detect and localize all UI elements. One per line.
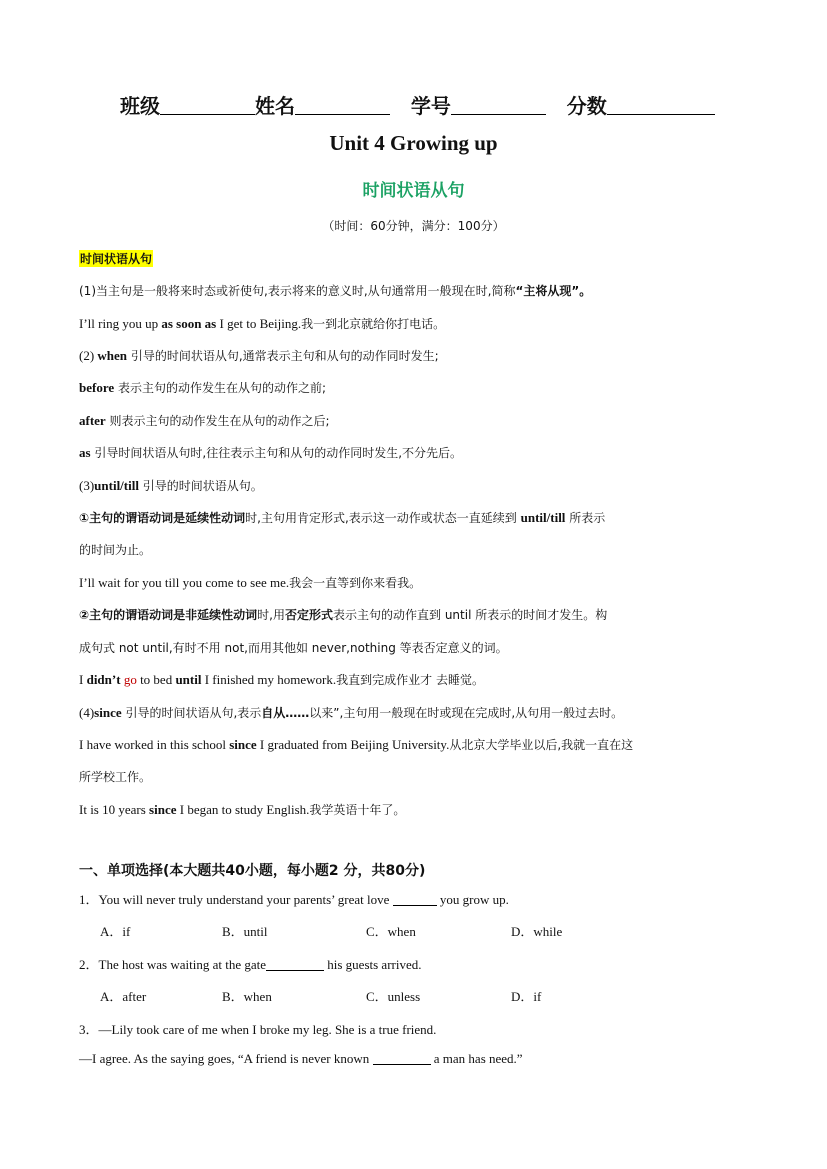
note-keyword: since <box>229 737 257 752</box>
question-1-option-c[interactable]: C．when <box>366 924 416 939</box>
note-line-8 <box>79 509 751 527</box>
note-line-1 <box>79 282 751 300</box>
question-2-option-a[interactable]: A．after <box>100 989 147 1004</box>
note-line-10 <box>79 574 751 592</box>
section-title: 一、单项选择(本大题共40小题，每小题2 分，共80分) <box>79 863 426 879</box>
note-line-13 <box>79 671 751 689</box>
note-emphasis: 自从…… <box>261 706 310 720</box>
note-text: I <box>79 672 87 687</box>
note-text: I have worked in this school <box>79 737 230 752</box>
note-keyword: since <box>94 705 122 720</box>
note-emphasis: “主将从现”。 <box>515 284 592 298</box>
note-line-3 <box>79 347 751 365</box>
note-keyword: when <box>97 348 128 363</box>
note-text: 以来”,主句用一般现在时或现在完成时,从句用一般过去时。 <box>309 706 624 720</box>
note-text: 的时间为止。 <box>79 543 152 557</box>
note-line-6 <box>79 444 751 462</box>
note-line-11 <box>79 606 751 624</box>
note-text: It is 10 years <box>79 802 150 817</box>
question-1-stem <box>79 889 509 908</box>
question-1-option-b[interactable]: B．until <box>222 924 268 939</box>
note-line-4 <box>79 379 751 397</box>
note-translation: 我学英语十年了。 <box>309 803 406 817</box>
note-text: 引导的时间状语从句,表示 <box>121 706 262 720</box>
note-text: (2) <box>79 348 98 363</box>
note-line-17 <box>79 801 751 819</box>
note-emphasis: ②主句的谓语动词是非延续性动词 <box>79 608 258 622</box>
note-text: 表示主句的动作直到 until 所表示的时间才发生。构 <box>333 608 608 622</box>
number-blank <box>451 96 546 115</box>
note-text: to bed <box>136 672 176 687</box>
note-emphasis: ①主句的谓语动词是延续性动词 <box>79 511 246 525</box>
question-3-stem: 3．—Lily took care of me when I broke my leg. She is a true friend. <box>79 1022 437 1037</box>
note-text: (4) <box>79 705 95 720</box>
note-keyword: before <box>79 380 115 395</box>
note-text: 引导的时间状语从句,通常表示主句和从句的动作同时发生; <box>127 349 439 363</box>
question-2-option-b[interactable]: B．when <box>222 989 272 1004</box>
note-translation: 我直到完成作业才 去睡觉。 <box>336 673 484 687</box>
question-text: a man has need.” <box>430 1051 523 1066</box>
note-keyword: as soon as <box>161 316 217 331</box>
question-text: 1．You will never truly understand your parents’ great love <box>79 892 393 907</box>
note-keyword: until/till <box>94 478 139 493</box>
note-line-12 <box>79 639 751 657</box>
note-line-9 <box>79 541 751 559</box>
note-text: 表示主句的动作发生在从句的动作之前; <box>114 381 326 395</box>
question-2-option-d[interactable]: D．if <box>511 989 542 1004</box>
score-label: 分数 <box>566 94 607 118</box>
note-text: 则表示主句的动作发生在从句的动作之后; <box>105 414 330 428</box>
note-text: I’ll wait for you till you come to see me. <box>79 575 290 590</box>
question-1-option-d[interactable]: D．while <box>511 924 563 939</box>
note-keyword: as <box>79 445 91 460</box>
note-line-5 <box>79 412 751 430</box>
number-label: 学号 <box>410 94 451 118</box>
time-note: （时间：60分钟，满分：100分） <box>322 219 505 233</box>
note-translation: 从北京大学毕业以后,我就一直在这 <box>449 738 634 752</box>
note-translation: 我一到北京就给你打电话。 <box>301 317 446 331</box>
note-text: (1)当主句是一般将来时态或祈使句,表示将来的意义时,从句通常用一般现在时,简称 <box>79 284 516 298</box>
note-keyword: after <box>79 413 106 428</box>
class-label: 班级 <box>120 94 160 118</box>
note-text: I began to study English. <box>176 802 310 817</box>
note-text: 所表示 <box>565 511 606 525</box>
topic-tag: 时间状语从句 <box>80 252 153 266</box>
note-text: I’ll ring you up <box>79 316 162 331</box>
score-blank <box>607 96 715 115</box>
question-1-option-a[interactable]: A．if <box>100 924 131 939</box>
name-label: 姓名 <box>255 94 295 118</box>
note-text: 成句式 not until,有时不用 not,而用其他如 never,nothing 等表否定意义的词。 <box>79 641 508 655</box>
name-blank <box>295 96 390 115</box>
answer-blank <box>373 1051 431 1065</box>
note-keyword: since <box>149 802 177 817</box>
note-line-16 <box>79 768 751 786</box>
answer-blank <box>393 892 437 906</box>
question-text: —I agree. As the saying goes, “A friend is never known <box>79 1051 373 1066</box>
note-translation: 所学校工作。 <box>79 770 152 784</box>
note-emphasis: 否定形式 <box>285 608 334 622</box>
answer-blank <box>266 957 324 971</box>
note-text: 引导时间状语从句时,往往表示主句和从句的动作同时发生,不分先后。 <box>90 446 463 460</box>
note-text: 引导的时间状语从句。 <box>138 479 263 493</box>
page-subtitle: 时间状语从句 <box>362 181 465 201</box>
question-2-option-c[interactable]: C．unless <box>366 989 421 1004</box>
note-text: I get to Beijing. <box>216 316 302 331</box>
note-text: 时,用 <box>257 608 285 622</box>
note-keyword: until/till <box>520 510 566 525</box>
class-blank <box>160 96 255 115</box>
note-keyword: until <box>175 672 202 687</box>
note-keyword: didn’t <box>86 672 121 687</box>
question-text: 2．The host was waiting at the gate <box>79 957 267 972</box>
note-text: (3) <box>79 478 95 493</box>
note-text: I graduated from Beijing University. <box>256 737 450 752</box>
student-info-line <box>120 90 720 119</box>
note-line-14 <box>79 704 751 722</box>
question-2-stem <box>79 954 422 973</box>
note-text: 时,主句用肯定形式,表示这一动作或状态一直延续到 <box>245 511 521 525</box>
note-highlight: go <box>123 672 137 687</box>
note-translation: 我会一直等到你来看我。 <box>289 576 422 590</box>
note-line-7 <box>79 477 751 495</box>
page-title: Unit 4 Growing up <box>329 131 498 155</box>
note-line-2 <box>79 315 751 333</box>
question-text: his guests arrived. <box>324 957 422 972</box>
note-text: I finished my homework. <box>201 672 337 687</box>
question-3-reply <box>79 1051 523 1067</box>
question-text: you grow up. <box>436 892 509 907</box>
note-line-15 <box>79 736 751 754</box>
